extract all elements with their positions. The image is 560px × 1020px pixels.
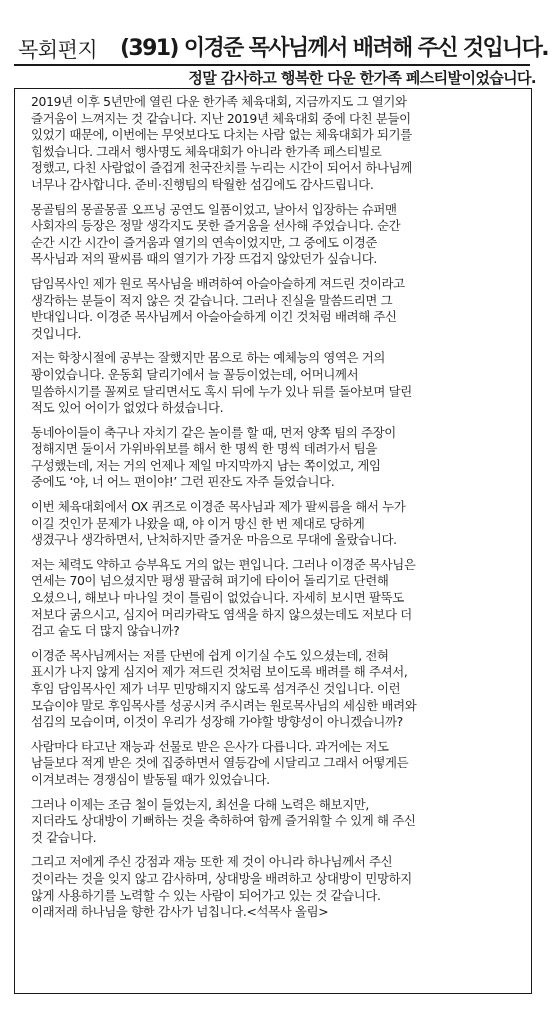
paragraph <box>31 648 521 731</box>
paragraph-line: 그러나 이제는 조금 철이 들었는지, 최선을 다해 노력은 해보지만, <box>31 796 369 812</box>
letter-body <box>14 88 532 994</box>
paragraph-line: 적도 있어 어이가 없었다 하셨습니다. <box>31 400 224 416</box>
paragraph-line: 2019년 이후 5년만에 열린 다운 한가족 체육대회, 지금까지도 그 열기와 <box>31 94 407 109</box>
paragraph <box>31 202 521 268</box>
paragraph-line: 이길 것인가 문제가 나왔을 때, 야 이거 망신 한 번 제대로 당하게 <box>31 515 365 531</box>
paragraph-line: 그리고 저에게 주신 강점과 재능 또한 제 것이 아니라 하나님께서 주신 <box>31 854 393 870</box>
paragraph-line: 것입니다. <box>31 325 82 341</box>
paragraph-line: 연세는 70이 넘으셨지만 평생 팔굽혀 펴기에 타이어 돌리기로 단련해 <box>31 573 389 589</box>
paragraph-line: 검고 숱도 더 많지 않습니까? <box>31 623 180 639</box>
paragraph <box>31 350 521 416</box>
paragraph <box>31 797 521 847</box>
paragraph-line: 지더라도 상대방이 기뻐하는 것을 축하하여 함께 즐거워할 수 있게 해 주신 <box>31 813 416 829</box>
paragraph-line: 몽골팀의 몽골몽골 오프닝 공연도 일품이었고, 날아서 입장하는 슈퍼맨 <box>31 201 397 217</box>
series-label: 목회편지 <box>18 38 98 62</box>
paragraph <box>31 739 521 789</box>
paragraph-line: 반대입니다. 이경준 목사님께서 아슬아슬하게 이긴 것처럼 배려해 주신 <box>31 309 397 325</box>
paragraph-line: 않게 사용하기를 노력할 수 있는 사람이 되어가고 있는 것 같습니다. <box>31 887 381 903</box>
paragraph-line: 이경준 목사님께서는 저를 단번에 쉽게 이기실 수도 있으셨는데, 전혀 <box>31 647 389 663</box>
paragraph-line: 이래저래 하나님을 향한 감사가 넘칩니다.<석목사 올림> <box>31 904 329 920</box>
paragraph-line: 순간 시간 시간이 즐거움과 열기의 연속이었지만, 그 중에도 이경준 <box>31 234 378 250</box>
paragraph-line: 저는 학창시절에 공부는 잘했지만 몸으로 하는 예체능의 영역은 거의 <box>31 350 386 366</box>
paragraph-line: 힘썼습니다. 그래서 행사명도 체육대회가 아니라 한가족 페스티빌로 <box>31 143 382 159</box>
paragraph-line: 구성했는데, 저는 거의 언제나 제일 마지막까지 남는 쪽이었고, 게임 <box>31 457 381 473</box>
subtitle: 정말 감사하고 행복한 다운 한가족 페스티발이었습니다. <box>188 69 536 87</box>
paragraph <box>31 276 521 342</box>
paragraph-line: 즐거움이 느껴지는 것 같습니다. 지난 2019년 체육대회 중에 다친 분들이 <box>31 110 411 126</box>
paragraph-line: 동네아이들이 축구나 자치기 같은 놀이를 할 때, 먼저 양쪽 팀의 주장이 <box>31 424 396 440</box>
paragraph-line: 정했고, 다친 사람없이 즐겁게 천국잔치를 누리는 시간이 되어서 하나님께 <box>31 160 412 176</box>
paragraph-line: 너무나 감사합니다. 준비·진행팀의 탁월한 섬김에도 감사드립니다. <box>31 176 374 192</box>
letter-header <box>14 28 546 64</box>
paragraph-line: 이번 체육대회에서 OX 퀴즈로 이경준 목사님과 제가 팔씨름을 해서 누가 <box>31 499 406 515</box>
paragraph-line: 저보다 굵으시고, 심지어 머리카락도 염색을 하지 않으셨는데도 저보다 더 <box>31 606 412 622</box>
paragraph-line: 목사님과 저의 팔씨름 때의 열기가 가장 뜨겁지 않았던가 싶습니다. <box>31 251 378 267</box>
paragraph-line: 섬김의 모습이며, 이것이 우리가 성장해 가야할 방향성이 아니겠습니까? <box>31 714 403 730</box>
title-underline <box>14 64 530 66</box>
paragraph-line: 꽝이었습니다. 운동회 달리기에서 늘 꼴등이었는데, 어머니께서 <box>31 366 359 382</box>
paragraph-line: 있었기 때문에, 이번에는 무엇보다도 다치는 사람 없는 체육대회가 되기를 <box>31 127 412 143</box>
paragraph-line: 이겨보려는 경쟁심이 발동될 때가 있었습니다. <box>31 771 270 787</box>
paragraph-line: 후임 담임목사인 제가 너무 민망해지지 않도록 섬겨주신 것입니다. 이런 <box>31 681 401 696</box>
paragraph-line: 것 같습니다. <box>31 829 97 845</box>
paragraph-line: 생겼구나 생각하면서, 난처하지만 즐거운 마음으로 무대에 올랐습니다. <box>31 532 397 548</box>
paragraph <box>31 94 521 194</box>
paragraph <box>31 854 521 920</box>
paragraph-line: 생각하는 분들이 적지 않은 것 같습니다. 그러나 진실을 말씀드리면 그 <box>31 292 393 308</box>
paragraph <box>31 557 521 640</box>
paragraph-line: 담임목사인 제가 원로 목사님을 배려하여 아슬아슬하게 져드린 것이라고 <box>31 275 405 291</box>
paragraph-line: 모습이야 말로 후임목사를 성공시켜 주시려는 원로목사님의 세심한 배려와 <box>31 697 417 713</box>
paragraph-line: 저는 체력도 약하고 승부욕도 거의 없는 편입니다. 그러나 이경준 목사님은 <box>31 556 416 572</box>
paragraph-line: 밀씀하시기를 꼴찌로 달리면서도 혹시 뒤에 누가 있나 뒤를 돌아보며 달린 <box>31 383 412 399</box>
paragraph-line: 정해지면 둘이서 가위바위보를 해서 한 명씩 한 명씩 데려가서 팀을 <box>31 441 378 457</box>
paragraph <box>31 499 521 549</box>
paragraph-line: 오셨으니, 해보나 마나일 것이 틀림이 없었습니다. 자세히 보시면 팔뚝도 <box>31 590 404 606</box>
paragraph-line: 중에도 ‘야, 너 어느 편이야!’ 그런 핀잔도 자주 들었습니다. <box>31 474 335 490</box>
page-title: (391) 이경준 목사님께서 배려해 주신 것입니다. <box>120 36 548 61</box>
paragraph-line: 사람마다 타고난 재능과 선물로 받은 은사가 다릅니다. 과거에는 저도 <box>31 738 389 754</box>
paragraph-line: 표시가 나지 않게 심지어 제가 져드린 것처럼 보이도록 배려를 해 주셔서, <box>31 664 408 680</box>
paragraph-line: 것이라는 것을 잊지 않고 감사하며, 상대방을 배려하고 상대방이 민망하지 <box>31 870 412 886</box>
paragraph-line: 남들보다 적게 받은 것에 집중하면서 열등감에 시달리고 그래서 어떻게든 <box>31 755 409 771</box>
paragraph <box>31 425 521 491</box>
paragraph-line: 사회자의 등장은 정말 생각지도 못한 즐거움을 선사해 주었습니다. 순간 <box>31 218 401 234</box>
